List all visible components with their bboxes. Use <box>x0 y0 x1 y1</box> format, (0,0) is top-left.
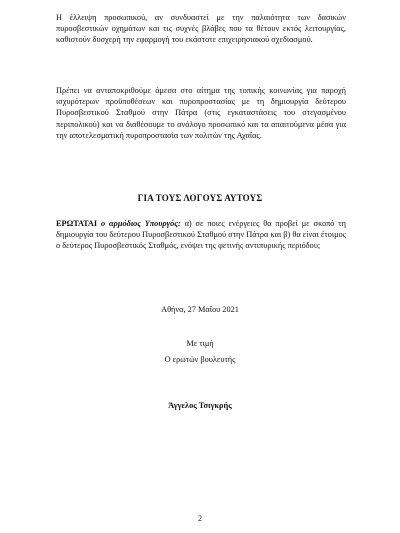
paragraph-request: Πρέπει να ανταποκριθούμε άμεσα στο αίτημα της τοπικής κοινωνίας για παροχή ισχυρότερων προϋποθέσεων και πυροπροστασίας με τη δημιουργία δεύτερου Πυροσβεστικού Σταθμού στην Πάτρα (στις εγκαταστάσεις του στεγασμένου περιπολικού) και να διαθέσουμε το ανάλογο προσωπικό και τα απαιτούμενα μέσα για την αποτελεσματική πυροπροστασία των πολιτών της Αχαΐας. <box>56 86 346 140</box>
question-paragraph <box>56 218 346 252</box>
page-number: 2 <box>198 514 202 523</box>
section-heading: ΓΙΑ ΤΟΥΣ ΛΟΓΟΥΣ ΑΥΤΟΥΣ <box>137 193 263 203</box>
question-addressee: ο αρμόδιος Υπουργός: <box>100 219 181 228</box>
author-title: Ο ερωτών βουλευτής <box>164 355 236 364</box>
question-lead: ΕΡΩΤΑΤΑΙ <box>56 219 98 228</box>
paragraph-staff-shortage: Η έλλειψη προσωπικού, αν συνδυαστεί με την παλαιότητα των δασικών πυροσβεστικών οχημάτων και τις συχνές βλάβες που τα θέτουν εκτός λειτουργίας, καθιστούν δυσχερή την εφαρμογή του εκάστοτε επιχειρησιακού σχεδιασμού. <box>56 13 346 45</box>
closing-regards: Με τιμή <box>186 339 214 348</box>
date-line: Αθήνα, 27 Μαΐου 2021 <box>161 305 239 314</box>
signer-name: Άγγελος Τσιγκρής <box>168 401 232 410</box>
question-body: α) σε ποιες ενέργειες θα προβεί με σκοπό τη δημιουργία του δεύτερου Πυροσβεστικού Σταθμού στην Πάτρα και β) θα είναι έτοιμος ο δεύτερος Πυροσβεστικός Σταθμός, ενόψει της φετινής αντιπυρικής περιόδου; <box>56 219 346 251</box>
